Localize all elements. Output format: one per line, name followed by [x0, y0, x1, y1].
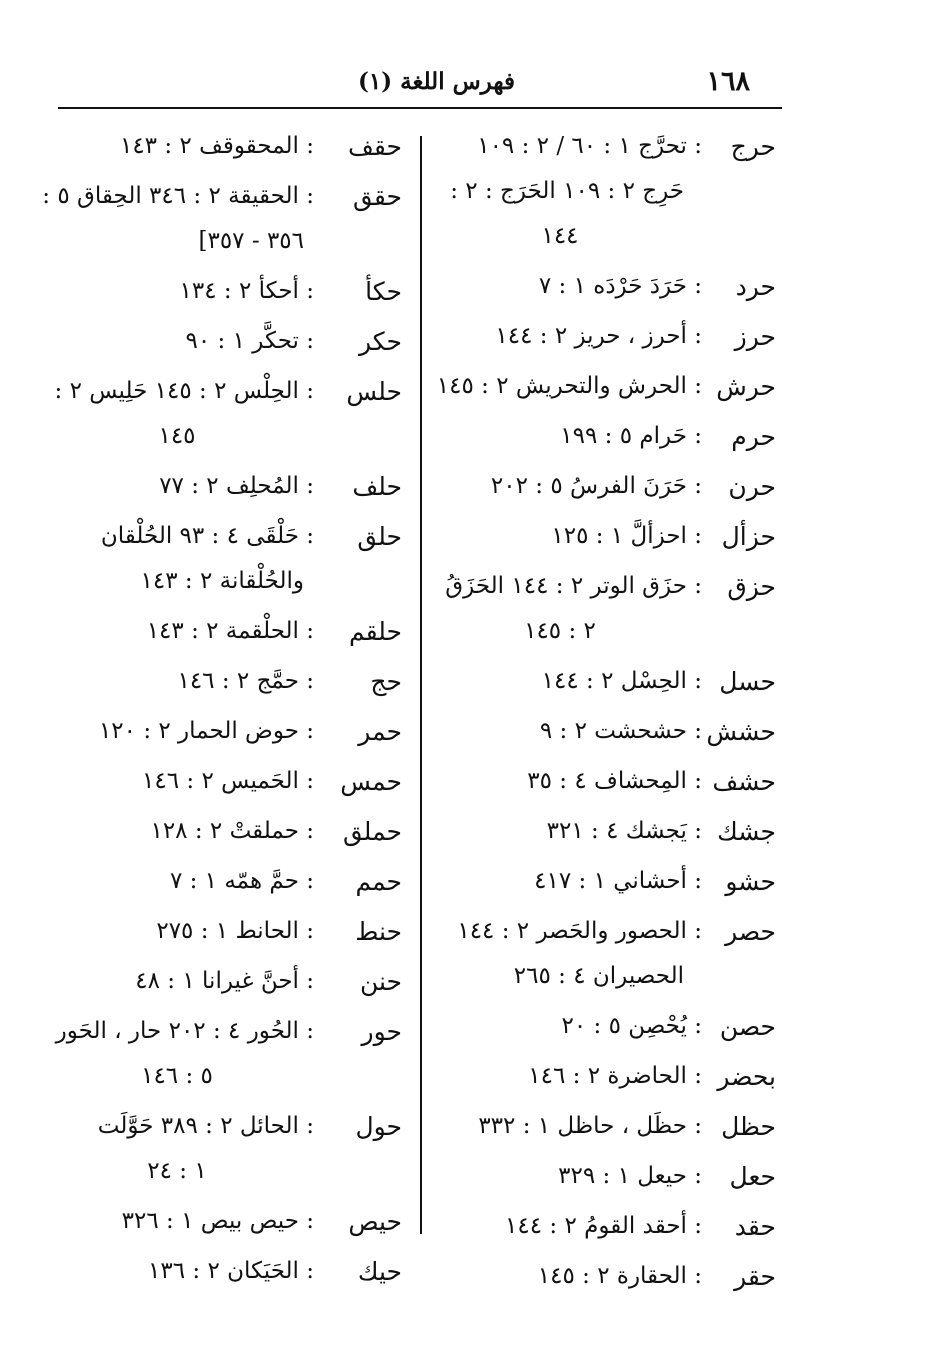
entry-line — [436, 364, 776, 409]
entry-line — [436, 1204, 776, 1249]
entry-root: حلف — [352, 472, 402, 501]
index-entry — [50, 759, 402, 804]
page-header — [58, 62, 782, 106]
index-entry — [50, 514, 402, 604]
index-entry — [436, 314, 776, 359]
entry-continuation: حَرِج ٢ : ١٠٩ الحَرَج : ٢ : — [450, 178, 684, 204]
entry-line — [50, 464, 402, 509]
entry-root: حصن — [719, 1012, 776, 1041]
entry-line — [436, 414, 776, 459]
entry-line — [50, 959, 402, 1004]
index-entry — [436, 464, 776, 509]
entry-line — [50, 759, 402, 804]
entry-root: حور — [361, 1017, 402, 1046]
entry-line — [50, 1104, 402, 1149]
entry-root: حرج — [730, 132, 776, 161]
entry-continuation-line — [50, 1054, 402, 1099]
index-entry — [436, 759, 776, 804]
entry-line — [436, 1154, 776, 1199]
entry-root: حرش — [716, 372, 776, 401]
entry-root: حمم — [355, 867, 402, 896]
entry-line — [436, 709, 776, 754]
entry-continuation: والحُلْقانة ٢ : ١٤٣ — [140, 568, 304, 594]
entry-root: حظل — [721, 1112, 776, 1141]
entry-line — [436, 809, 776, 854]
index-entry — [436, 514, 776, 559]
entry-definition: : حزَق الوتر ٢ : ١٤٤ الحَزَقُ — [445, 573, 702, 599]
entry-root: حقر — [734, 1262, 776, 1291]
index-entry — [50, 859, 402, 904]
entry-root: حلقم — [348, 617, 402, 646]
entry-definition: : الحَيَكان ٢ : ١٣٦ — [148, 1258, 314, 1284]
entry-line — [436, 514, 776, 559]
right-index-column — [436, 124, 776, 1304]
entry-definition: : الحرش والتحريش ٢ : ١٤٥ — [436, 373, 702, 399]
entry-root: حمس — [340, 767, 402, 796]
entry-definition: : أحشاني ١ : ٤١٧ — [534, 868, 702, 894]
entry-definition: : الحِلْس ٢ : ١٤٥ حَلِيس ٢ : — [54, 378, 314, 404]
entry-definition: : حشحشت ٢ : ٩ — [539, 718, 702, 744]
index-entry — [50, 319, 402, 364]
entry-line — [50, 269, 402, 314]
entry-root: حشف — [712, 767, 776, 796]
entry-continuation: ١ : ٢٤ — [147, 1158, 207, 1184]
entry-line — [50, 609, 402, 654]
left-index-column — [42, 124, 402, 1299]
index-entry — [436, 1254, 776, 1299]
entry-continuation-line — [436, 214, 776, 259]
entry-root: حنط — [355, 917, 402, 946]
entry-continuation-line — [436, 954, 776, 999]
entry-root: حصر — [725, 917, 776, 946]
entry-line — [50, 1249, 402, 1294]
entry-root: حزأل — [721, 522, 776, 551]
entry-definition: : احزألَّ ١ : ١٢٥ — [551, 523, 702, 549]
index-entry — [436, 909, 776, 999]
entry-continuation-line — [50, 219, 402, 264]
entry-continuation: ٢ : ١٤٥ — [524, 618, 596, 644]
entry-root: حكر — [358, 327, 402, 356]
entry-line — [50, 319, 402, 364]
index-entry — [436, 564, 776, 654]
entry-root: حكأ — [365, 277, 402, 306]
entry-line — [436, 314, 776, 359]
entry-root: حعل — [729, 1162, 776, 1191]
entry-definition: : المُحلِف ٢ : ٧٧ — [159, 473, 314, 499]
index-entry — [436, 364, 776, 409]
entry-definition: : حَرَدَ حَرْدَه ١ : ٧ — [538, 273, 702, 299]
entry-definition: : الحلْقمة ٢ : ١٤٣ — [146, 618, 314, 644]
entry-root: حزق — [727, 572, 776, 601]
index-entry — [50, 659, 402, 704]
entry-continuation-line — [50, 1149, 402, 1194]
entry-definition: : تحرَّج ١ : ٦٠ / ٢ : ١٠٩ — [477, 133, 702, 159]
index-entry — [50, 959, 402, 1004]
index-entry — [50, 1199, 402, 1244]
index-entry — [436, 1054, 776, 1099]
entry-definition: : الحصور والحَصر ٢ : ١٤٤ — [457, 918, 702, 944]
entry-continuation-line — [50, 414, 402, 459]
entry-definition: : حَرام ٥ : ١٩٩ — [560, 423, 702, 449]
entry-line — [50, 124, 402, 169]
entry-definition: : حمَّ همّه ١ : ٧ — [169, 868, 314, 894]
entry-definition: : حوض الحمار ٢ : ١٢٠ — [98, 718, 314, 744]
index-entry — [50, 909, 402, 954]
entry-root: حمر — [358, 717, 402, 746]
entry-root: حول — [355, 1112, 402, 1141]
index-entry — [50, 269, 402, 314]
entry-root: حملق — [342, 817, 402, 846]
entry-line — [436, 264, 776, 309]
index-entry — [50, 709, 402, 754]
entry-definition: : حظَل ، حاظل ١ : ٣٣٢ — [478, 1113, 702, 1139]
index-entry — [436, 859, 776, 904]
entry-definition: : حمَّج ٢ : ١٤٦ — [177, 668, 314, 694]
entry-line — [50, 859, 402, 904]
entry-root: حشش — [706, 717, 776, 746]
entry-definition: : حيعل ١ : ٣٢٩ — [558, 1163, 702, 1189]
header-rule — [58, 107, 782, 109]
entry-definition: : يُحْصِن ٥ : ٢٠ — [561, 1013, 702, 1039]
entry-definition: : المِحشاف ٤ : ٣٥ — [527, 768, 702, 794]
entry-root: حقق — [353, 182, 402, 211]
entry-line — [436, 1104, 776, 1149]
entry-line — [436, 909, 776, 954]
entry-root: حيص — [348, 1207, 402, 1236]
entry-definition: : أحرز ، حريز ٢ : ١٤٤ — [495, 323, 702, 349]
entry-definition: : الحانط ١ : ٢٧٥ — [156, 918, 314, 944]
index-entry — [50, 609, 402, 654]
page-number: ١٦٨ — [706, 66, 750, 97]
entry-definition: : أحقد القومُ ٢ : ١٤٤ — [505, 1213, 702, 1239]
entry-definition: : حَرَنَ الفرسُ ٥ : ٢٠٢ — [490, 473, 702, 499]
entry-root: حسل — [719, 667, 776, 696]
entry-definition: : حملقتْ ٢ : ١٢٨ — [150, 818, 314, 844]
index-entry — [436, 264, 776, 309]
entry-definition: : الحقيقة ٢ : ٣٤٦ الحِقاق ٥ : — [42, 183, 314, 209]
index-entry — [42, 174, 402, 264]
index-entry — [50, 1249, 402, 1294]
entry-line — [436, 1054, 776, 1099]
entry-root: حلق — [357, 522, 402, 551]
entry-definition: : الحِسْل ٢ : ١٤٤ — [541, 668, 702, 694]
entry-continuation-line — [436, 609, 776, 654]
index-entry — [50, 464, 402, 509]
entry-definition: : الحَميس ٢ : ١٤٦ — [142, 768, 314, 794]
index-entry — [436, 659, 776, 704]
entry-root: حرم — [731, 422, 776, 451]
entry-root: حج — [370, 667, 402, 696]
entry-definition: : تحكَّر ١ : ٩٠ — [185, 328, 314, 354]
entry-root: حلس — [346, 377, 402, 406]
entry-continuation-line — [50, 559, 402, 604]
entry-line — [436, 759, 776, 804]
entry-root: حرن — [728, 472, 776, 501]
entry-definition: : أحكأ ٢ : ١٣٤ — [179, 278, 314, 304]
entry-root: حشو — [725, 867, 776, 896]
entry-root: حرد — [735, 272, 776, 301]
entry-line — [50, 369, 402, 414]
entry-continuation: ١٤٤ — [541, 223, 579, 249]
entry-root: حقف — [348, 132, 402, 161]
entry-root: حرز — [734, 322, 776, 351]
entry-definition: : حيص بيص ١ : ٣٢٦ — [121, 1208, 314, 1234]
index-entry — [436, 1154, 776, 1199]
entry-root: جشك — [717, 817, 776, 846]
column-divider — [420, 136, 422, 1234]
entry-root: حيك — [357, 1257, 402, 1286]
entry-definition: : الحائل ٢ : ٣٨٩ حَوَّلَت — [97, 1113, 314, 1139]
entry-line — [436, 859, 776, 904]
entry-line — [50, 709, 402, 754]
entry-line — [50, 909, 402, 954]
entry-line — [436, 564, 776, 609]
entry-root: حقد — [734, 1212, 776, 1241]
entry-continuation-line — [436, 169, 776, 214]
entry-line — [436, 464, 776, 509]
entry-root: بحضر — [717, 1062, 776, 1091]
entry-definition: : المحقوقف ٢ : ١٤٣ — [119, 133, 314, 159]
entry-line — [50, 1199, 402, 1244]
entry-line — [50, 659, 402, 704]
index-entry — [50, 1009, 402, 1099]
entry-continuation: ١٤٥ — [158, 423, 196, 449]
index-entry — [436, 414, 776, 459]
entry-definition: : يَجشك ٤ : ٣٢١ — [546, 818, 702, 844]
entry-continuation: ٣٥٦ - ٣٥٧] — [198, 228, 304, 254]
entry-line — [50, 514, 402, 559]
index-entry — [50, 809, 402, 854]
entry-line — [436, 1004, 776, 1049]
entry-line — [50, 1009, 402, 1054]
index-entry — [50, 1104, 402, 1194]
index-entry — [436, 1204, 776, 1249]
entry-line — [436, 124, 776, 169]
index-entry — [436, 124, 776, 259]
index-entry — [436, 1004, 776, 1049]
entry-line — [50, 809, 402, 854]
index-entry — [50, 369, 402, 459]
entry-definition: : الحاضرة ٢ : ١٤٦ — [528, 1063, 702, 1089]
entry-line — [436, 1254, 776, 1299]
entry-definition: : أحنَّ غيرانا ١ : ٤٨ — [135, 968, 314, 994]
entry-definition: : الحُور ٤ : ٢٠٢ حار ، الحَور — [55, 1018, 314, 1044]
index-entry — [436, 809, 776, 854]
entry-continuation: الحصيران ٤ : ٢٦٥ — [513, 963, 684, 989]
entry-line — [436, 659, 776, 704]
entry-continuation: ٥ : ١٤٦ — [141, 1063, 213, 1089]
entry-line — [42, 174, 402, 219]
entry-root: حنن — [359, 967, 402, 996]
entry-definition: : الحقارة ٢ : ١٤٥ — [537, 1263, 702, 1289]
index-entry — [50, 124, 402, 169]
index-entry — [436, 1104, 776, 1149]
running-title: فهرس اللغة (١) — [358, 68, 515, 95]
entry-definition: : حَلْقَى ٤ : ٩٣ الحُلْقان — [100, 523, 314, 549]
index-entry — [436, 709, 776, 754]
